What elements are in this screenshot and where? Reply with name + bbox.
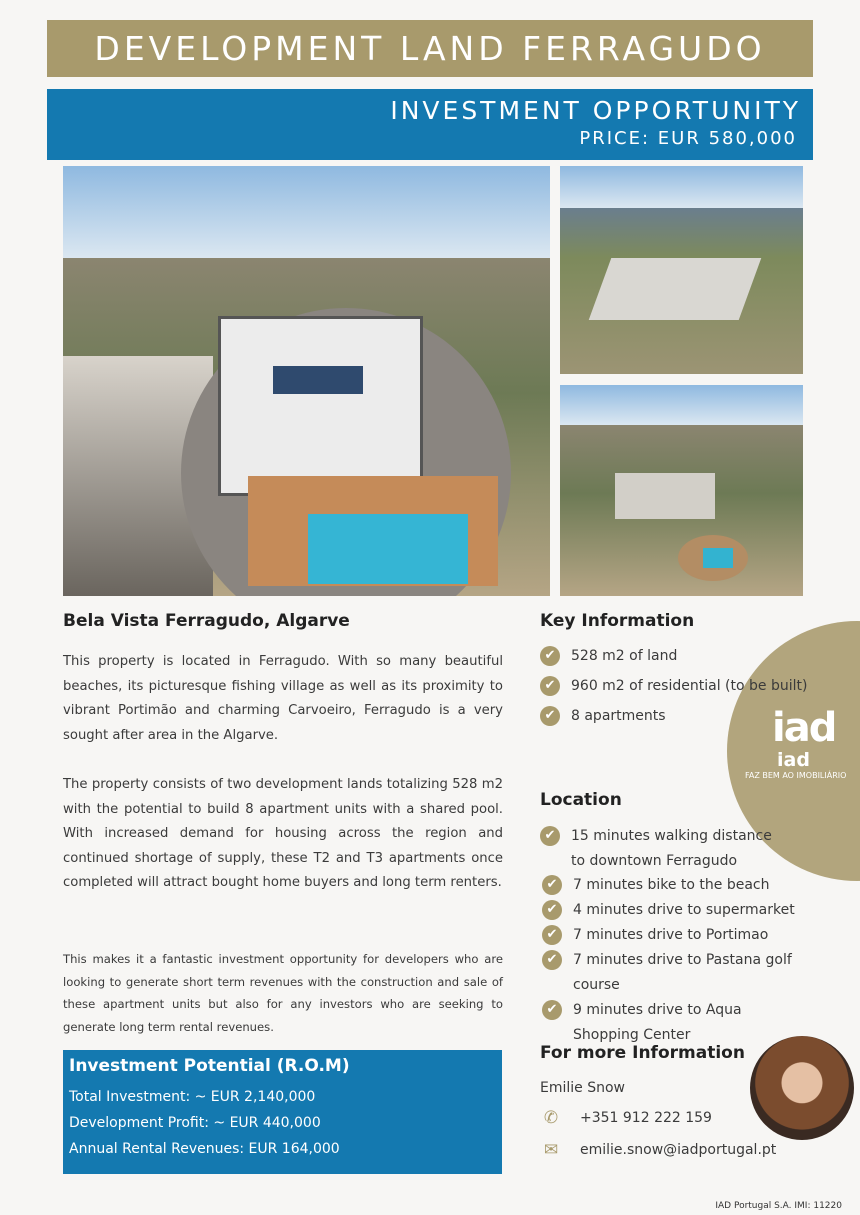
iad-wordmark: iad: [777, 749, 810, 771]
contact-name: Emilie Snow: [540, 1080, 625, 1096]
phone-icon: ✆: [543, 1108, 559, 1128]
description-paragraph-1: This property is located in Ferragudo. With so many beautiful beaches, its picturesque fishing village as well as its proximity to vibrant Portimão and charming Carvoeiro, Ferragudo is a very sought after area in the Algarve.: [63, 654, 503, 743]
iad-tagline: FAZ BEM AO IMOBILIÁRIO: [745, 771, 847, 780]
rom-development-profit: Development Profit: ~ EUR 440,000: [69, 1115, 321, 1131]
check-icon: ✔: [540, 676, 560, 696]
location-item: ✔ 4 minutes drive to supermarket: [542, 898, 842, 923]
description-paragraph-2: The property consists of two development lands totalizing 528 m2 with the potential to build 8 apartment units with a shared pool. With increased demand for housing across the region and continued shortage of supply, these T2 and T3 apartments once completed will attract bought home buyers and long term renters.: [63, 777, 503, 891]
location-item: ✔ 15 minutes walking distance to downtown Ferragudo: [540, 824, 790, 874]
description-paragraph-3: This makes it a fantastic investment opportunity for developers who are looking to generate short term revenues with the construction and sale of these apartment units but also for any investors who are seeking to generate long term rental revenues.: [63, 952, 503, 1034]
key-info-item: ✔ 960 m2 of residential (to be built): [540, 674, 830, 699]
location-heading: Location: [540, 790, 622, 810]
title-banner: [47, 20, 813, 77]
check-icon: ✔: [540, 706, 560, 726]
contact-heading: For more Information: [540, 1043, 745, 1063]
contact-phone[interactable]: ✆ +351 912 222 159: [540, 1108, 830, 1128]
rom-rental-revenues: Annual Rental Revenues: EUR 164,000: [69, 1141, 340, 1157]
rom-total-investment: Total Investment: ~ EUR 2,140,000: [69, 1089, 316, 1105]
check-icon: ✔: [542, 925, 562, 945]
key-info-item: ✔ 8 apartments: [540, 704, 830, 729]
rom-heading: Investment Potential (R.O.M): [69, 1056, 350, 1076]
location-item: ✔ 9 minutes drive to Aqua Shopping Center: [542, 998, 842, 1048]
check-icon: ✔: [542, 875, 562, 895]
banner-subtitle: INVESTMENT OPPORTUNITY: [390, 96, 801, 125]
contact-email[interactable]: ✉ emilie.snow@iadportugal.pt: [540, 1140, 830, 1160]
aerial-photo-top: [560, 166, 803, 374]
check-icon: ✔: [542, 900, 562, 920]
envelope-icon: ✉: [543, 1140, 559, 1160]
aerial-photo-bottom: [560, 385, 803, 596]
footer-license: IAD Portugal S.A. IMI: 11220: [715, 1201, 842, 1211]
check-icon: ✔: [540, 826, 560, 846]
main-render-photo: [63, 166, 550, 596]
iad-logo: iad: [772, 705, 836, 751]
price-label: PRICE: EUR 580,000: [579, 128, 797, 149]
check-icon: ✔: [542, 950, 562, 970]
check-icon: ✔: [542, 1000, 562, 1020]
location-item: ✔ 7 minutes bike to the beach: [542, 873, 842, 898]
investment-banner: [47, 89, 813, 160]
agent-avatar: [750, 1036, 854, 1140]
property-heading: Bela Vista Ferragudo, Algarve: [63, 611, 350, 631]
investment-potential-box: [63, 1050, 502, 1174]
page-title: DEVELOPMENT LAND FERRAGUDO: [94, 29, 766, 68]
key-info-heading: Key Information: [540, 611, 695, 631]
check-icon: ✔: [540, 646, 560, 666]
location-item: ✔ 7 minutes drive to Portimao: [542, 923, 842, 948]
key-info-item: ✔ 528 m2 of land: [540, 644, 830, 669]
location-item: ✔ 7 minutes drive to Pastana golf course: [542, 948, 842, 998]
